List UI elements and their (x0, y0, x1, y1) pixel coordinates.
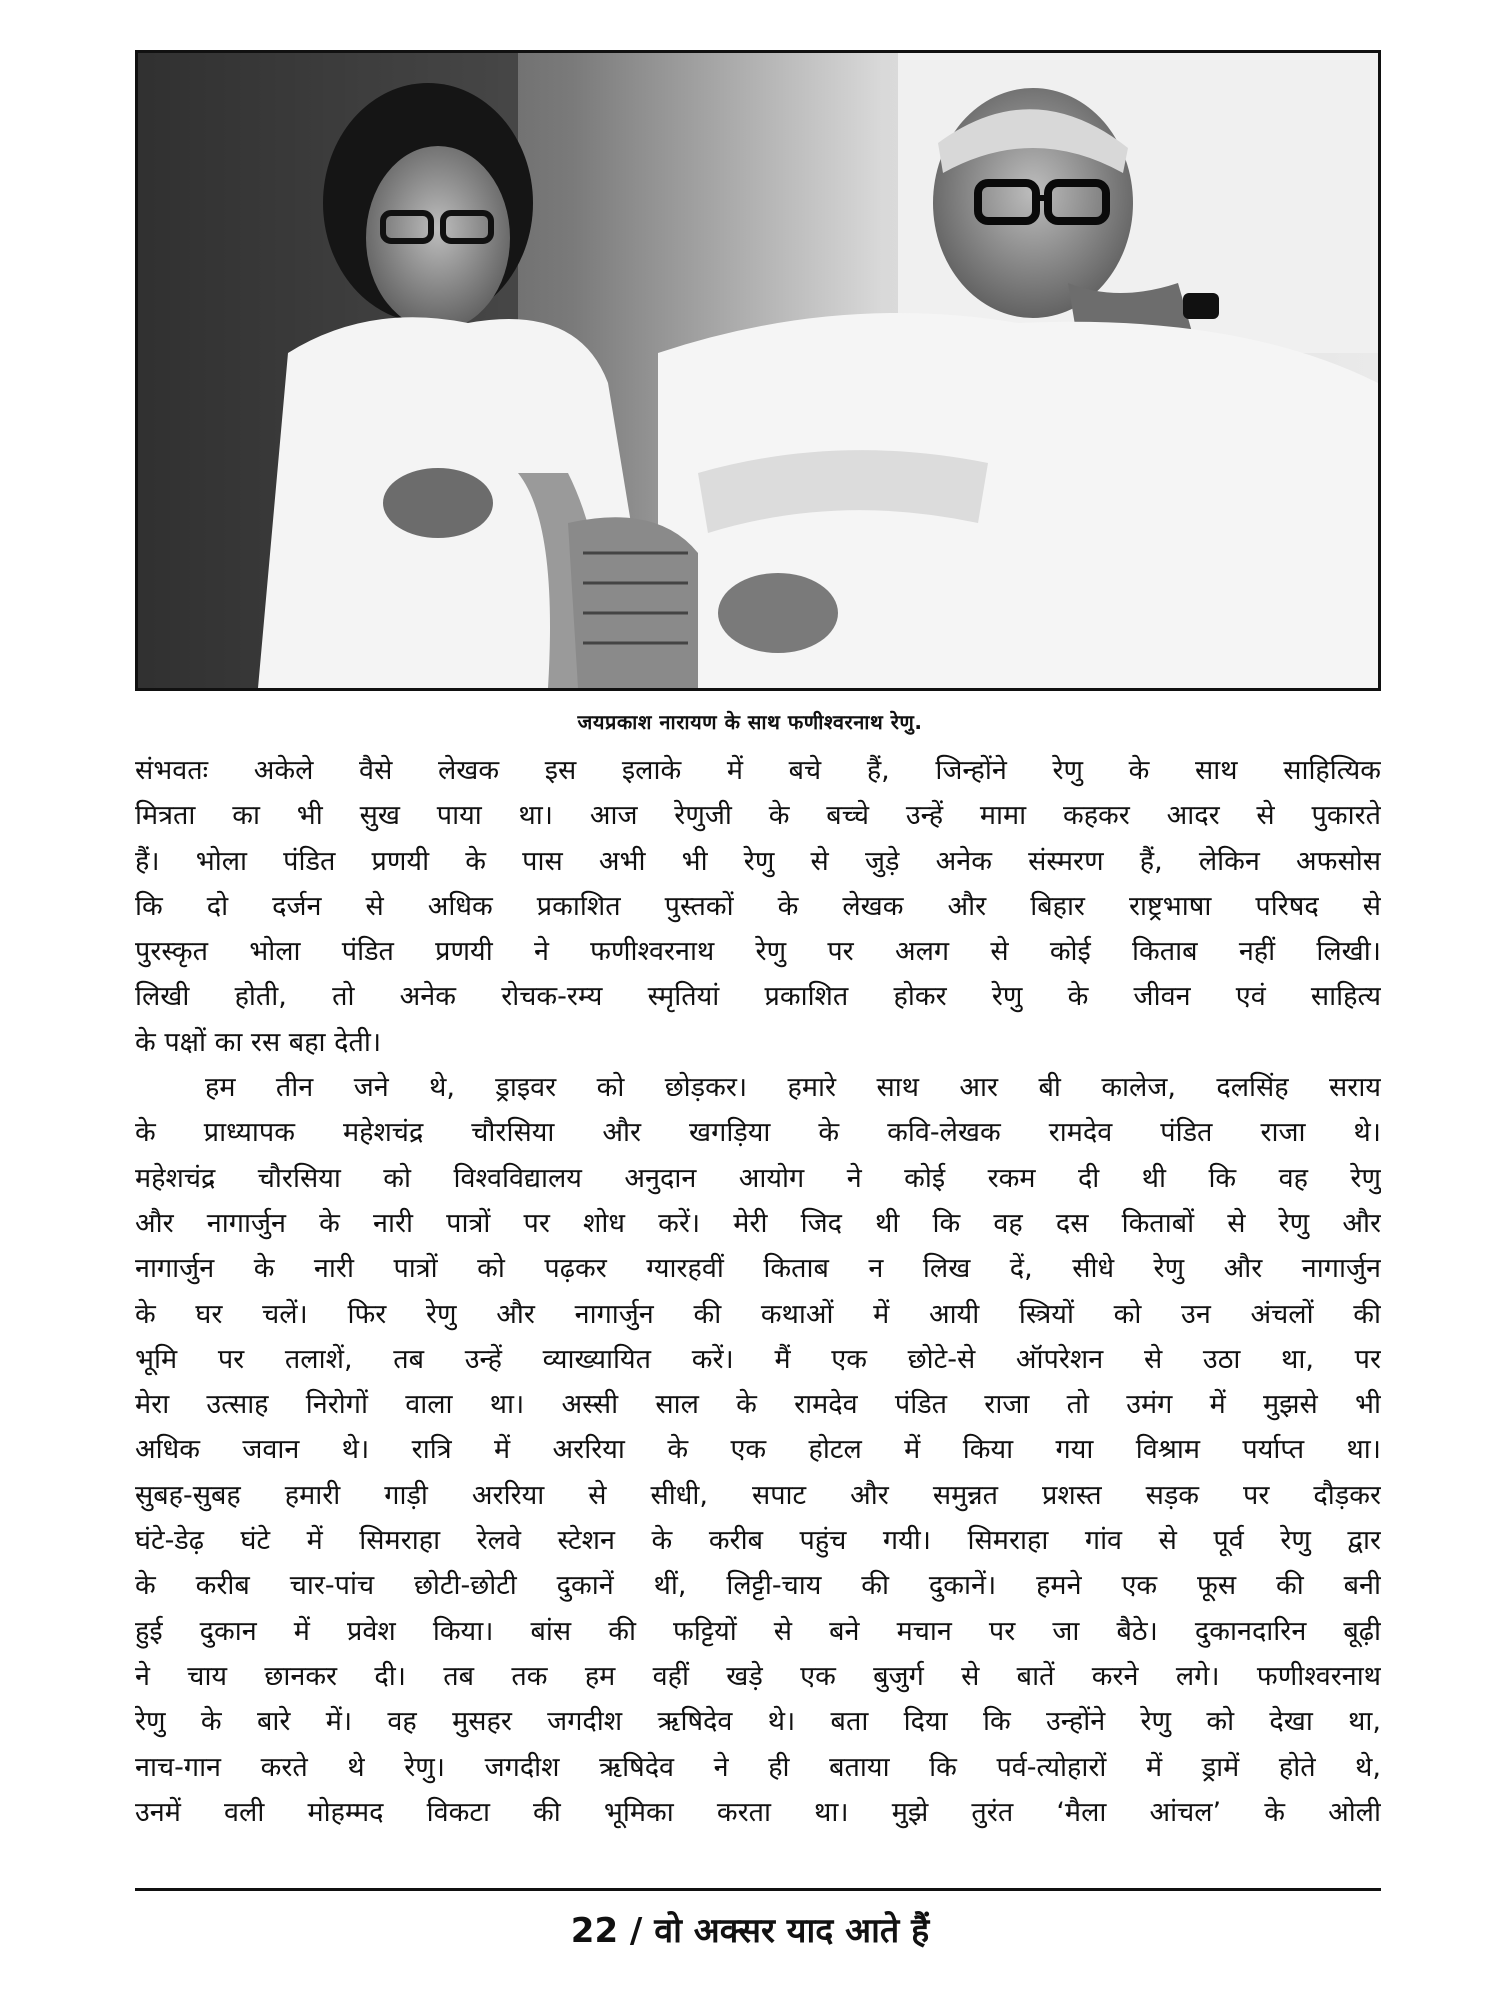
text-line: मित्रता का भी सुख पाया था। आज रेणुजी के बच्चे उन्हें मामा कहकर आदर से पुकारते (135, 800, 1381, 832)
text-line: और नागार्जुन के नारी पात्रों पर शोध करें। मेरी जिद थी कि वह दस किताबों से रेणु और (135, 1207, 1381, 1239)
text-line: मेरा उत्साह निरोगों वाला था। अस्सी साल के रामदेव पंडित राजा तो उमंग में मुझसे भी (135, 1389, 1381, 1421)
text-line: ने चाय छानकर दी। तब तक हम वहीं खड़े एक बुजुर्ग से बातें करने लगे। फणीश्वरनाथ (135, 1660, 1381, 1692)
photo-caption: जयप्रकाश नारायण के साथ फणीश्वरनाथ रेणु. (577, 710, 923, 734)
photograph (135, 50, 1381, 691)
text-line: हैं। भोला पंडित प्रणयी के पास अभी भी रेणु से जुड़े अनेक संस्मरण हैं, लेकिन अफसोस (135, 845, 1381, 877)
text-line: भूमि पर तलाशें, तब उन्हें व्याख्यायित करें। मैं एक छोटे-से ऑपरेशन से उठा था, पर (135, 1343, 1381, 1375)
text-line: संभवतः अकेले वैसे लेखक इस इलाके में बचे हैं, जिन्होंने रेणु के साथ साहित्यिक (135, 755, 1381, 786)
text-line: के पक्षों का रस बहा देती। (135, 1026, 382, 1058)
text-line: के घर चलें। फिर रेणु और नागार्जुन की कथाओं में आयी स्त्रियों को उन अंचलों की (135, 1298, 1381, 1330)
text-line: रेणु के बारे में। वह मुसहर जगदीश ऋषिदेव थे। बता दिया कि उन्होंने रेणु को देखा था, (135, 1706, 1381, 1738)
text-line: कि दो दर्जन से अधिक प्रकाशित पुस्तकों के लेखक और बिहार राष्ट्रभाषा परिषद से (135, 890, 1381, 922)
text-line: नाच-गान करते थे रेणु। जगदीश ऋषिदेव ने ही बताया कि पर्व-त्योहारों में ड्रामें होते थे, (135, 1751, 1381, 1783)
text-line: लिखी होती, तो अनेक रोचक-रम्य स्मृतियां प्रकाशित होकर रेणु के जीवन एवं साहित्य (135, 981, 1381, 1013)
text-line: हुई दुकान में प्रवेश किया। बांस की फट्टियों से बने मचान पर जा बैठे। दुकानदारिन बूढ़ी (135, 1615, 1381, 1647)
text-line: हम तीन जने थे, ड्राइवर को छोड़कर। हमारे साथ आर बी कालेज, दलसिंह सराय (205, 1072, 1381, 1104)
text-line: घंटे-डेढ़ घंटे में सिमराहा रेलवे स्टेशन के करीब पहुंच गयी। सिमराहा गांव से पूर्व रेणु द्वार (135, 1525, 1381, 1557)
text-line: के प्राध्यापक महेशचंद्र चौरसिया और खगड़िया के कवि-लेखक रामदेव पंडित राजा थे। (135, 1117, 1381, 1149)
photograph-icon (138, 53, 1378, 688)
text-line: अधिक जवान थे। रात्रि में अररिया के एक होटल में किया गया विश्राम पर्याप्त था। (135, 1434, 1381, 1466)
text-line: नागार्जुन के नारी पात्रों को पढ़कर ग्यारहवीं किताब न लिख दें, सीधे रेणु और नागार्जुन (135, 1253, 1381, 1285)
footer-divider (135, 1888, 1381, 1891)
text-line: के करीब चार-पांच छोटी-छोटी दुकानें थीं, लिट्टी-चाय की दुकानें। हमने एक फूस की बनी (135, 1570, 1381, 1602)
text-line: महेशचंद्र चौरसिया को विश्वविद्यालय अनुदान आयोग ने कोई रकम दी थी कि वह रेणु (135, 1162, 1381, 1194)
page-footer: 22 / वो अक्सर याद आते हैं (570, 1911, 930, 1951)
article-body (135, 748, 1381, 1835)
text-line: सुबह-सुबह हमारी गाड़ी अररिया से सीधी, सपाट और समुन्नत प्रशस्त सड़क पर दौड़कर (135, 1479, 1381, 1511)
text-line: पुरस्कृत भोला पंडित प्रणयी ने फणीश्वरनाथ रेणु पर अलग से कोई किताब नहीं लिखी। (135, 936, 1381, 968)
text-line: उनमें वली मोहम्मद विकटा की भूमिका करता था। मुझे तुरंत ‘मैला आंचल’ के ओली (135, 1796, 1381, 1828)
